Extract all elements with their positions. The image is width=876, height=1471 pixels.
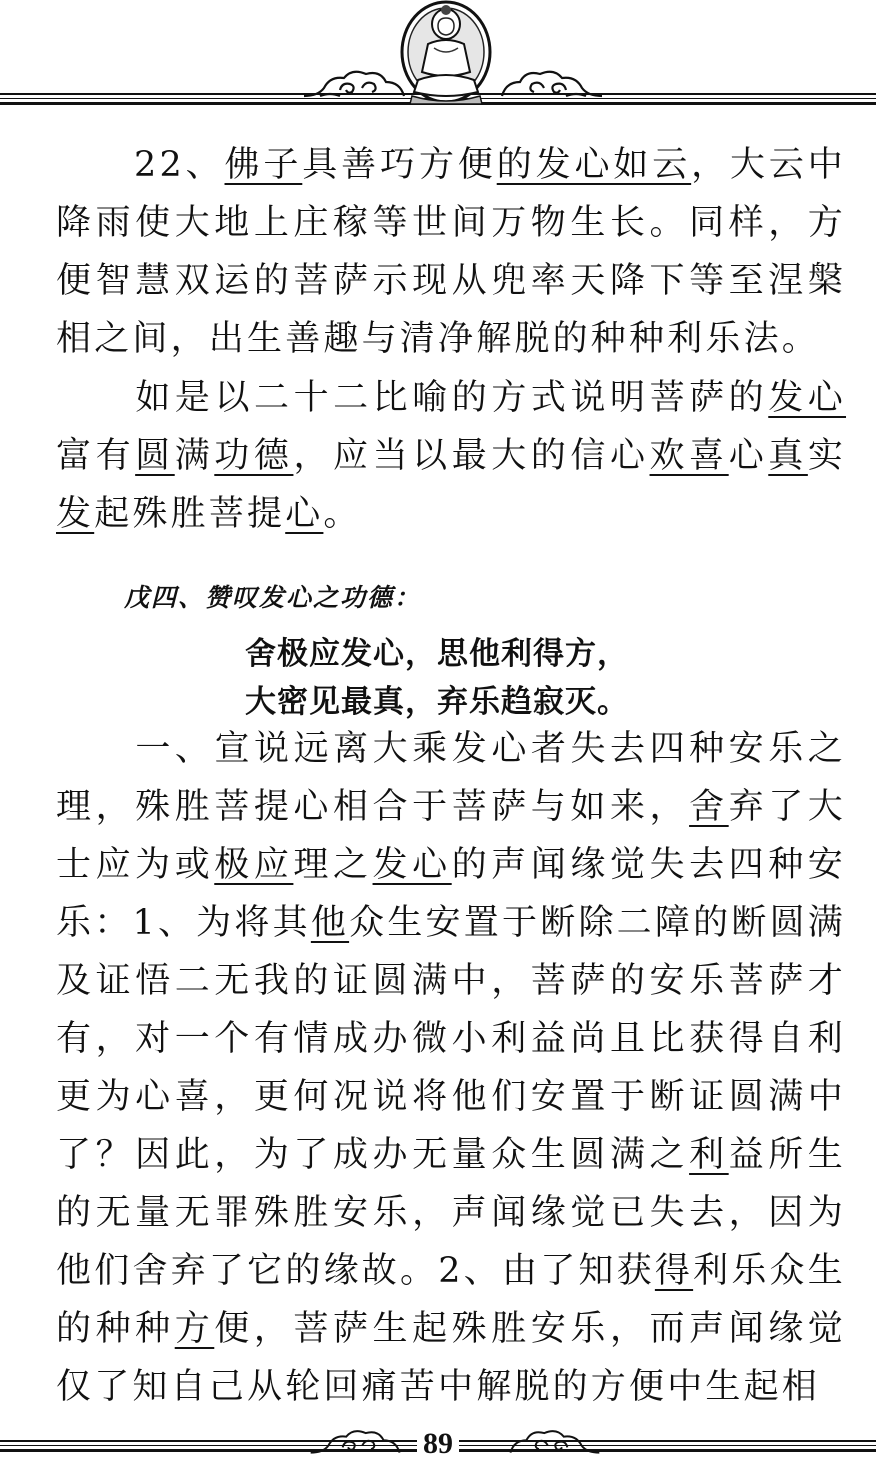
section-heading: 戊四、赞叹发心之功德：: [124, 583, 422, 612]
underlined-text: 的发心如云: [496, 145, 692, 185]
text-run: ，大云中降雨使大地上庄稼等世间万物生长。同样，方便智慧双运的菩萨示现从兜率天降下等至涅槃相之间，出生善趣与清净解脱的种种利乐法。: [56, 145, 846, 359]
cloud-right-icon: [496, 66, 606, 102]
underlined-text: 发心: [768, 378, 847, 418]
underlined-text: 极应: [214, 845, 294, 885]
underlined-text: 利: [689, 1135, 729, 1175]
text-run: 便，菩萨生起殊胜安乐，而声闻缘觉仅了知自己从轮回痛苦中解脱的方便中生起相: [56, 1309, 846, 1407]
text-run: ，应当以最大的信心: [293, 436, 650, 476]
underlined-text: 圆: [135, 436, 175, 476]
underlined-text: 心: [285, 494, 324, 534]
text-run: 。: [323, 494, 362, 534]
buddha-medallion-icon: [398, 0, 494, 108]
verse-line-1: 舍极应发心，思他利得方，: [245, 636, 629, 672]
text-run: 22、: [134, 145, 225, 185]
paragraph-summary: [56, 369, 846, 543]
text-run: 如是以二十二比喻的方式说明菩萨的: [134, 378, 769, 418]
underlined-text: 欢喜: [649, 436, 729, 476]
paragraph-one: [56, 720, 846, 1416]
text-run: 一、宣说远离大乘发心者失去四种安乐之理，殊胜菩提心相合于菩萨与如来，: [56, 729, 846, 827]
text-run: 满: [174, 436, 215, 476]
text-run: 富有: [56, 436, 136, 476]
underlined-text: 真: [768, 436, 808, 476]
text-run: 心: [728, 436, 769, 476]
underlined-text: 发心: [372, 845, 452, 885]
underlined-text: 得: [654, 1251, 694, 1291]
page-number-wrap: [0, 1427, 876, 1461]
underlined-text: 功德: [214, 436, 294, 476]
text-run: 理之: [293, 845, 373, 885]
text-run: 起殊胜菩提: [94, 494, 286, 534]
text-run: 实: [807, 436, 847, 476]
underlined-text: 方: [174, 1309, 215, 1349]
text-run: 具善巧方便: [302, 145, 497, 185]
text-run: 的声闻缘觉失去四种安乐：1、为将其: [56, 845, 846, 943]
page-number: 89: [417, 1427, 459, 1460]
text-run: 弃了大士应为或: [56, 787, 847, 885]
text-run: 益所生的无量无罪殊胜安乐，声闻缘觉已失去，因为他们舍弃了它的缘故。2、由了知获: [56, 1135, 847, 1291]
paragraph-one-body: [56, 729, 846, 1407]
underlined-text: 发: [56, 494, 95, 534]
paragraph-22: [56, 136, 846, 368]
verse-line-2: 大密见最真，弃乐趋寂灭。: [245, 684, 629, 720]
underlined-text: 舍: [689, 787, 729, 827]
paragraph-22-body: [56, 145, 846, 359]
paragraph-summary-body: [56, 378, 846, 534]
underlined-text: 他: [310, 903, 350, 943]
text-run: 利乐众生的种种: [56, 1251, 846, 1349]
underlined-text: 佛子: [224, 145, 303, 185]
cloud-left-icon: [300, 66, 410, 102]
text-run: 众生安置于断除二障的断圆满及证悟二无我的证圆满中，菩萨的安乐菩萨才有，对一个有情成办微小利益尚且比获得自利更为心喜，更何况说将他们安置于断证圆满中了？因此，为了成办无量众生圆满之: [56, 903, 847, 1175]
